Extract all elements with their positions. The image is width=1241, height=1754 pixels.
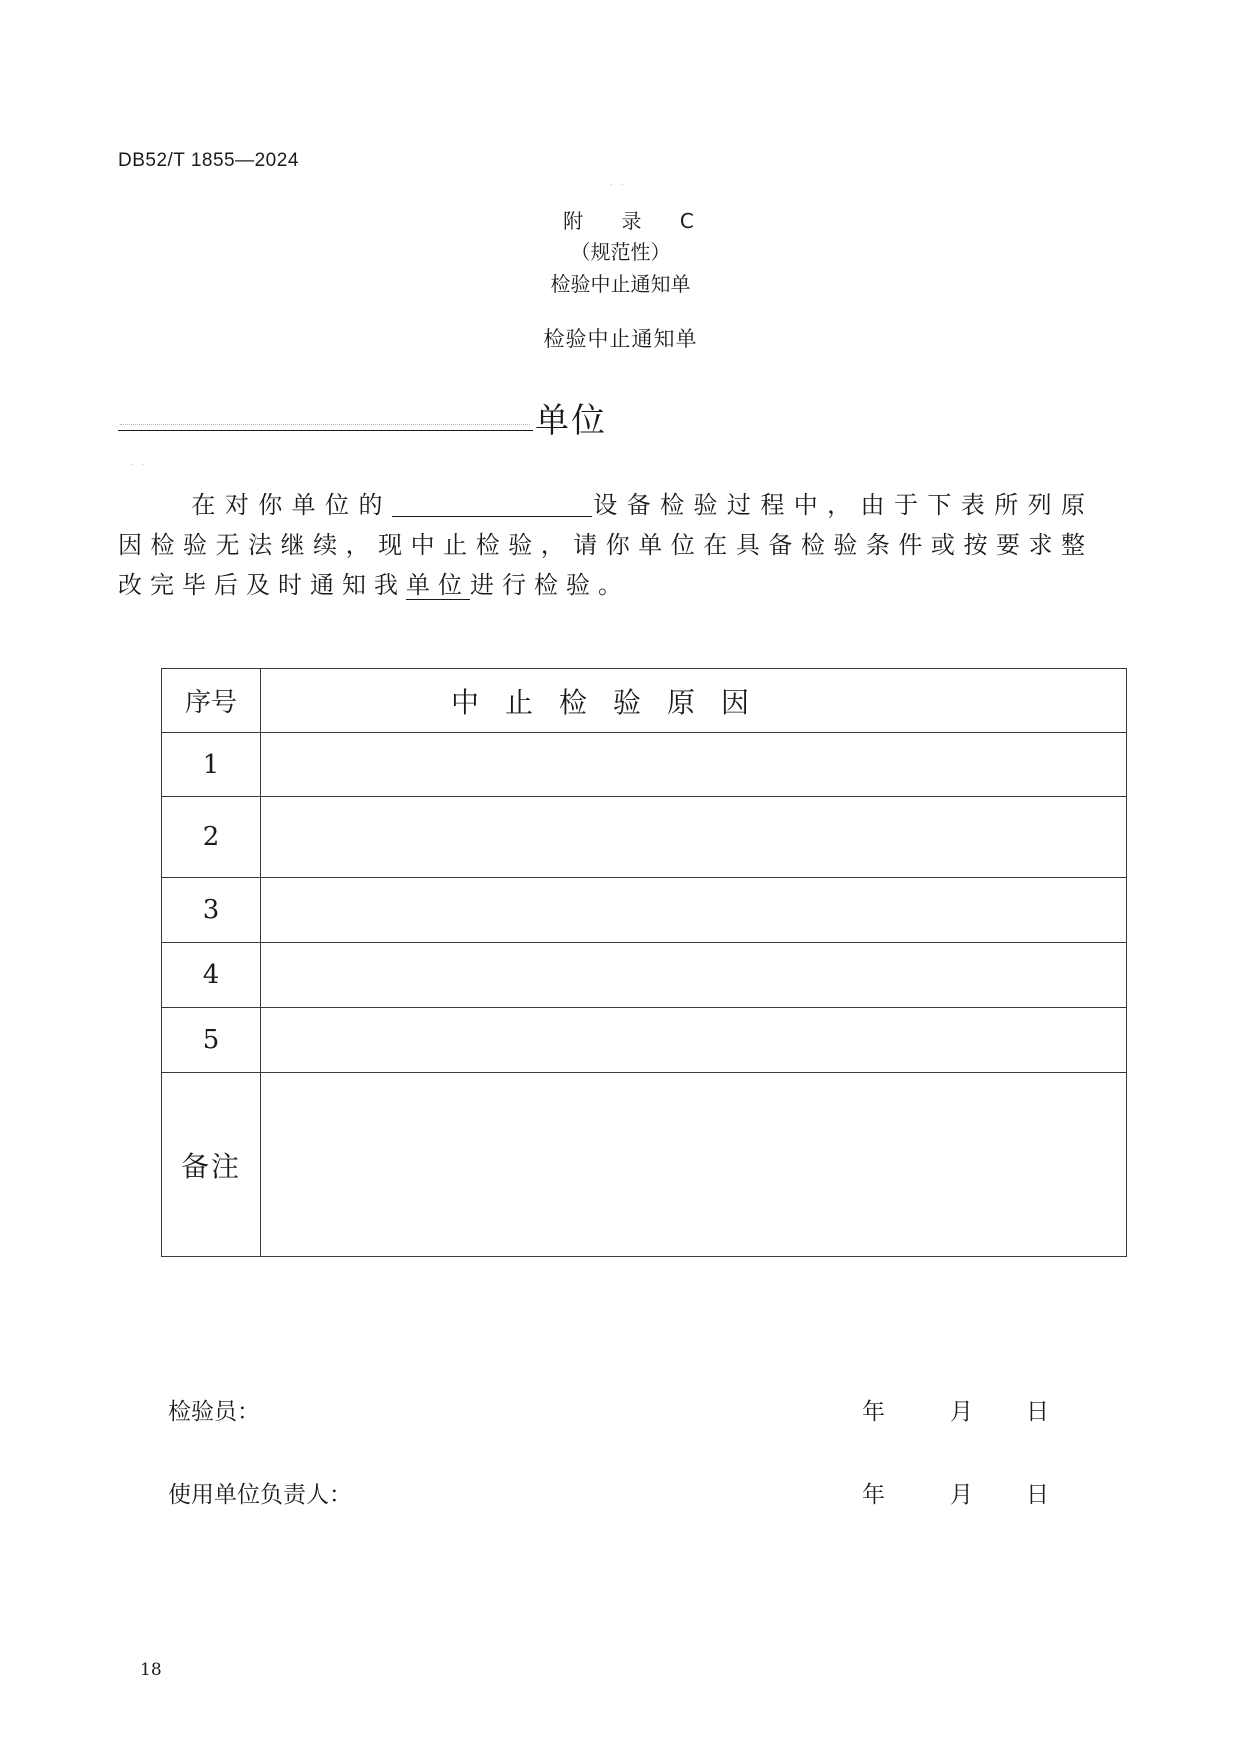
inspector-label: 检验员：	[168, 1399, 260, 1425]
remark-row	[162, 1073, 1127, 1257]
responsible-person-label: 使用单位负责人：	[168, 1482, 352, 1508]
paragraph-part-1: 在对你单位的	[190, 491, 392, 519]
responsible-date-day: 日	[1026, 1482, 1049, 1508]
document-code: DB52/T 1855—2024	[118, 150, 299, 171]
header-reason: 中止检验原因	[261, 669, 1127, 733]
paragraph-part-3-underlined: 单位	[406, 571, 470, 599]
inspector-date-month: 月	[950, 1399, 973, 1425]
header-seq: 序号	[162, 669, 261, 733]
page-number: 18	[140, 1660, 162, 1680]
appendix-name: 检验中止通知单	[550, 272, 691, 296]
remark-label: 备注	[162, 1073, 261, 1257]
paragraph-part-2: 设备检验过程中，由于下表所列原因检验无法继续，现中止检验，请你单位在具备检验条件或按要求整改完毕后及时通知我	[118, 491, 1094, 599]
inspector-date-year: 年	[862, 1399, 885, 1425]
appendix-type: （规范性）	[570, 240, 671, 264]
table-row	[162, 878, 1127, 943]
responsible-date-year: 年	[862, 1482, 885, 1508]
notice-paragraph	[118, 485, 1093, 605]
row-reason-cell[interactable]	[261, 1008, 1127, 1073]
unit-name-blank[interactable]	[118, 430, 533, 431]
appendix-title: 附 录 C	[563, 209, 710, 233]
table-row	[162, 1008, 1127, 1073]
decorative-dots: ··	[609, 180, 632, 191]
table-row	[162, 943, 1127, 1008]
row-reason-cell[interactable]	[261, 878, 1127, 943]
responsible-date-month: 月	[950, 1482, 973, 1508]
form-title: 检验中止通知单	[543, 327, 698, 351]
row-reason-cell[interactable]	[261, 733, 1127, 797]
inspector-date-day: 日	[1026, 1399, 1049, 1425]
equipment-name-blank[interactable]	[392, 488, 592, 517]
paragraph-part-4: 进行检验。	[470, 571, 630, 599]
decorative-dots-small: ··	[130, 460, 153, 471]
unit-name-dotted-guide	[120, 424, 530, 425]
row-seq: 5	[162, 1008, 261, 1073]
table-row	[162, 797, 1127, 878]
row-seq: 4	[162, 943, 261, 1008]
unit-label: 单位	[535, 401, 607, 441]
table-row	[162, 733, 1127, 797]
row-seq: 3	[162, 878, 261, 943]
row-seq: 1	[162, 733, 261, 797]
remark-cell[interactable]	[261, 1073, 1127, 1257]
row-reason-cell[interactable]	[261, 797, 1127, 878]
row-reason-cell[interactable]	[261, 943, 1127, 1008]
suspension-reasons-table	[161, 668, 1127, 1257]
table-header-row	[162, 669, 1127, 733]
row-seq: 2	[162, 797, 261, 878]
